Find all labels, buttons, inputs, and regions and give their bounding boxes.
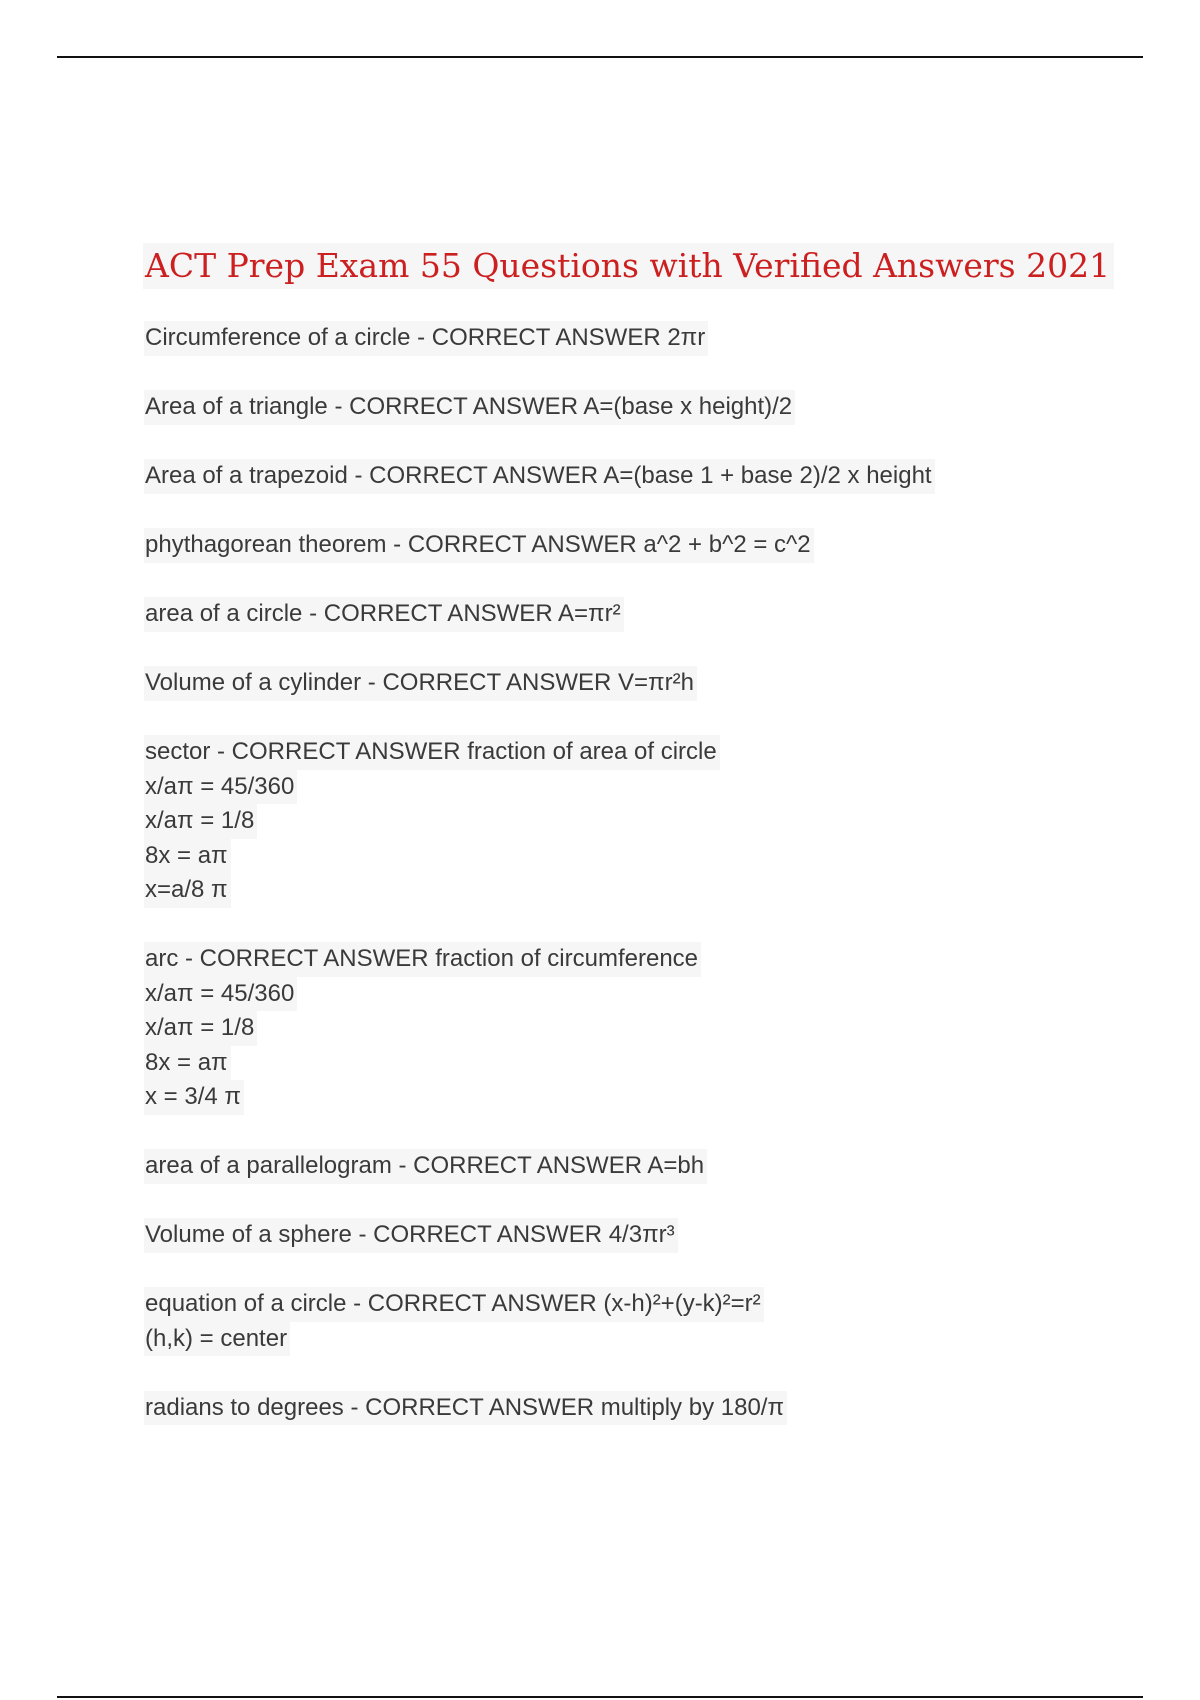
qa-entry [145, 390, 1105, 425]
qa-entry [145, 459, 1105, 494]
entry-line: area of a parallelogram - CORRECT ANSWER A=bh [144, 1149, 707, 1184]
qa-entry [145, 528, 1105, 563]
entry-line: phythagorean theorem - CORRECT ANSWER a^2 + b^2 = c^2 [144, 528, 814, 563]
entry-line: radians to degrees - CORRECT ANSWER multiply by 180/π [144, 1391, 787, 1426]
qa-entry [145, 321, 1105, 356]
header-rule [57, 56, 1143, 58]
entry-line: equation of a circle - CORRECT ANSWER (x-h)²+(y-k)²=r² [144, 1287, 764, 1322]
qa-entry [145, 1218, 1105, 1253]
entry-line: sector - CORRECT ANSWER fraction of area of circle [144, 735, 720, 770]
qa-entry [145, 1287, 1105, 1356]
footer-rule [57, 1696, 1143, 1698]
entry-line: Area of a trapezoid - CORRECT ANSWER A=(base 1 + base 2)/2 x height [144, 459, 935, 494]
entry-line: area of a circle - CORRECT ANSWER A=πr² [144, 597, 624, 632]
entry-line: Volume of a cylinder - CORRECT ANSWER V=πr²h [144, 666, 697, 701]
entry-line: 8x = aπ [144, 839, 231, 874]
entry-line: Circumference of a circle - CORRECT ANSWER 2πr [144, 321, 708, 356]
entry-line: x/aπ = 45/360 [144, 977, 297, 1012]
entry-line: Volume of a sphere - CORRECT ANSWER 4/3πr³ [144, 1218, 678, 1253]
entry-line: (h,k) = center [144, 1322, 290, 1357]
qa-entry [145, 597, 1105, 632]
qa-entry [145, 1149, 1105, 1184]
document-title: ACT Prep Exam 55 Questions with Verified Answers 2021 [143, 243, 1114, 289]
entry-line: x=a/8 π [144, 873, 231, 908]
qa-entry [145, 1391, 1105, 1426]
document-body [145, 243, 1111, 1460]
qa-entry [145, 666, 1105, 701]
entry-line: arc - CORRECT ANSWER fraction of circumference [144, 942, 701, 977]
entry-line: x/aπ = 1/8 [144, 804, 257, 839]
entry-line: 8x = aπ [144, 1046, 231, 1081]
entry-line: x/aπ = 1/8 [144, 1011, 257, 1046]
entry-line: x = 3/4 π [144, 1080, 244, 1115]
entry-line: x/aπ = 45/360 [144, 770, 297, 805]
qa-entry [145, 942, 1105, 1115]
qa-entry [145, 735, 1105, 908]
entry-line: Area of a triangle - CORRECT ANSWER A=(base x height)/2 [144, 390, 795, 425]
